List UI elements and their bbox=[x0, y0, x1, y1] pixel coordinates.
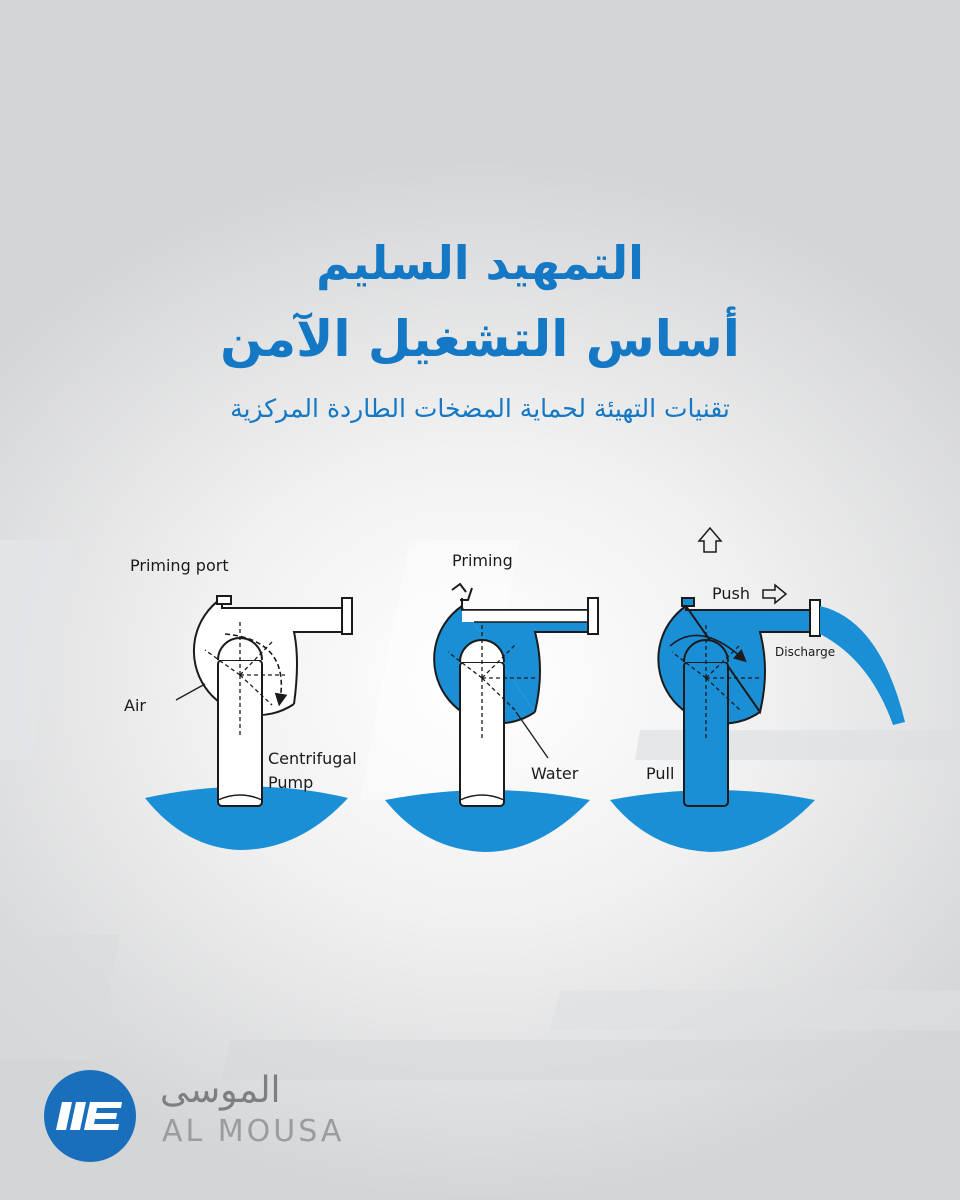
priming-diagram bbox=[0, 500, 960, 860]
up-arrow-icon bbox=[699, 528, 721, 552]
al-mousa-logo-icon bbox=[42, 1068, 138, 1164]
centrifugal-label: Centrifugal bbox=[268, 749, 357, 768]
brand-name-arabic: الموسى bbox=[160, 1070, 281, 1111]
pull-label: Pull bbox=[646, 764, 675, 783]
discharge-water-jet bbox=[820, 606, 905, 725]
discharge-label: Discharge bbox=[775, 645, 836, 659]
flange-3 bbox=[810, 600, 820, 636]
page-title-line-2: أساس التشغيل الآمن bbox=[220, 310, 740, 368]
pump-label: Pump bbox=[268, 773, 314, 792]
priming-port-cap bbox=[217, 596, 231, 604]
air-label: Air bbox=[124, 696, 146, 715]
push-label: Push bbox=[712, 584, 750, 603]
water-label: Water bbox=[531, 764, 579, 783]
open-priming-funnel bbox=[452, 584, 472, 600]
pump-3-operating bbox=[610, 528, 905, 852]
brand-name-english: AL MOUSA bbox=[162, 1114, 345, 1149]
flange-1 bbox=[342, 598, 352, 634]
pump-1-air bbox=[124, 556, 357, 850]
page-subtitle: تقنيات التهيئة لحماية المضخات الطاردة المركزية bbox=[230, 394, 730, 423]
flange-2 bbox=[588, 598, 598, 634]
push-arrow-icon bbox=[763, 585, 786, 603]
priming-port-label: Priming port bbox=[130, 556, 229, 575]
page-title-line-1: التمهيد السليم bbox=[316, 236, 644, 290]
pump-2-priming bbox=[385, 551, 598, 852]
priming-label: Priming bbox=[452, 551, 513, 570]
